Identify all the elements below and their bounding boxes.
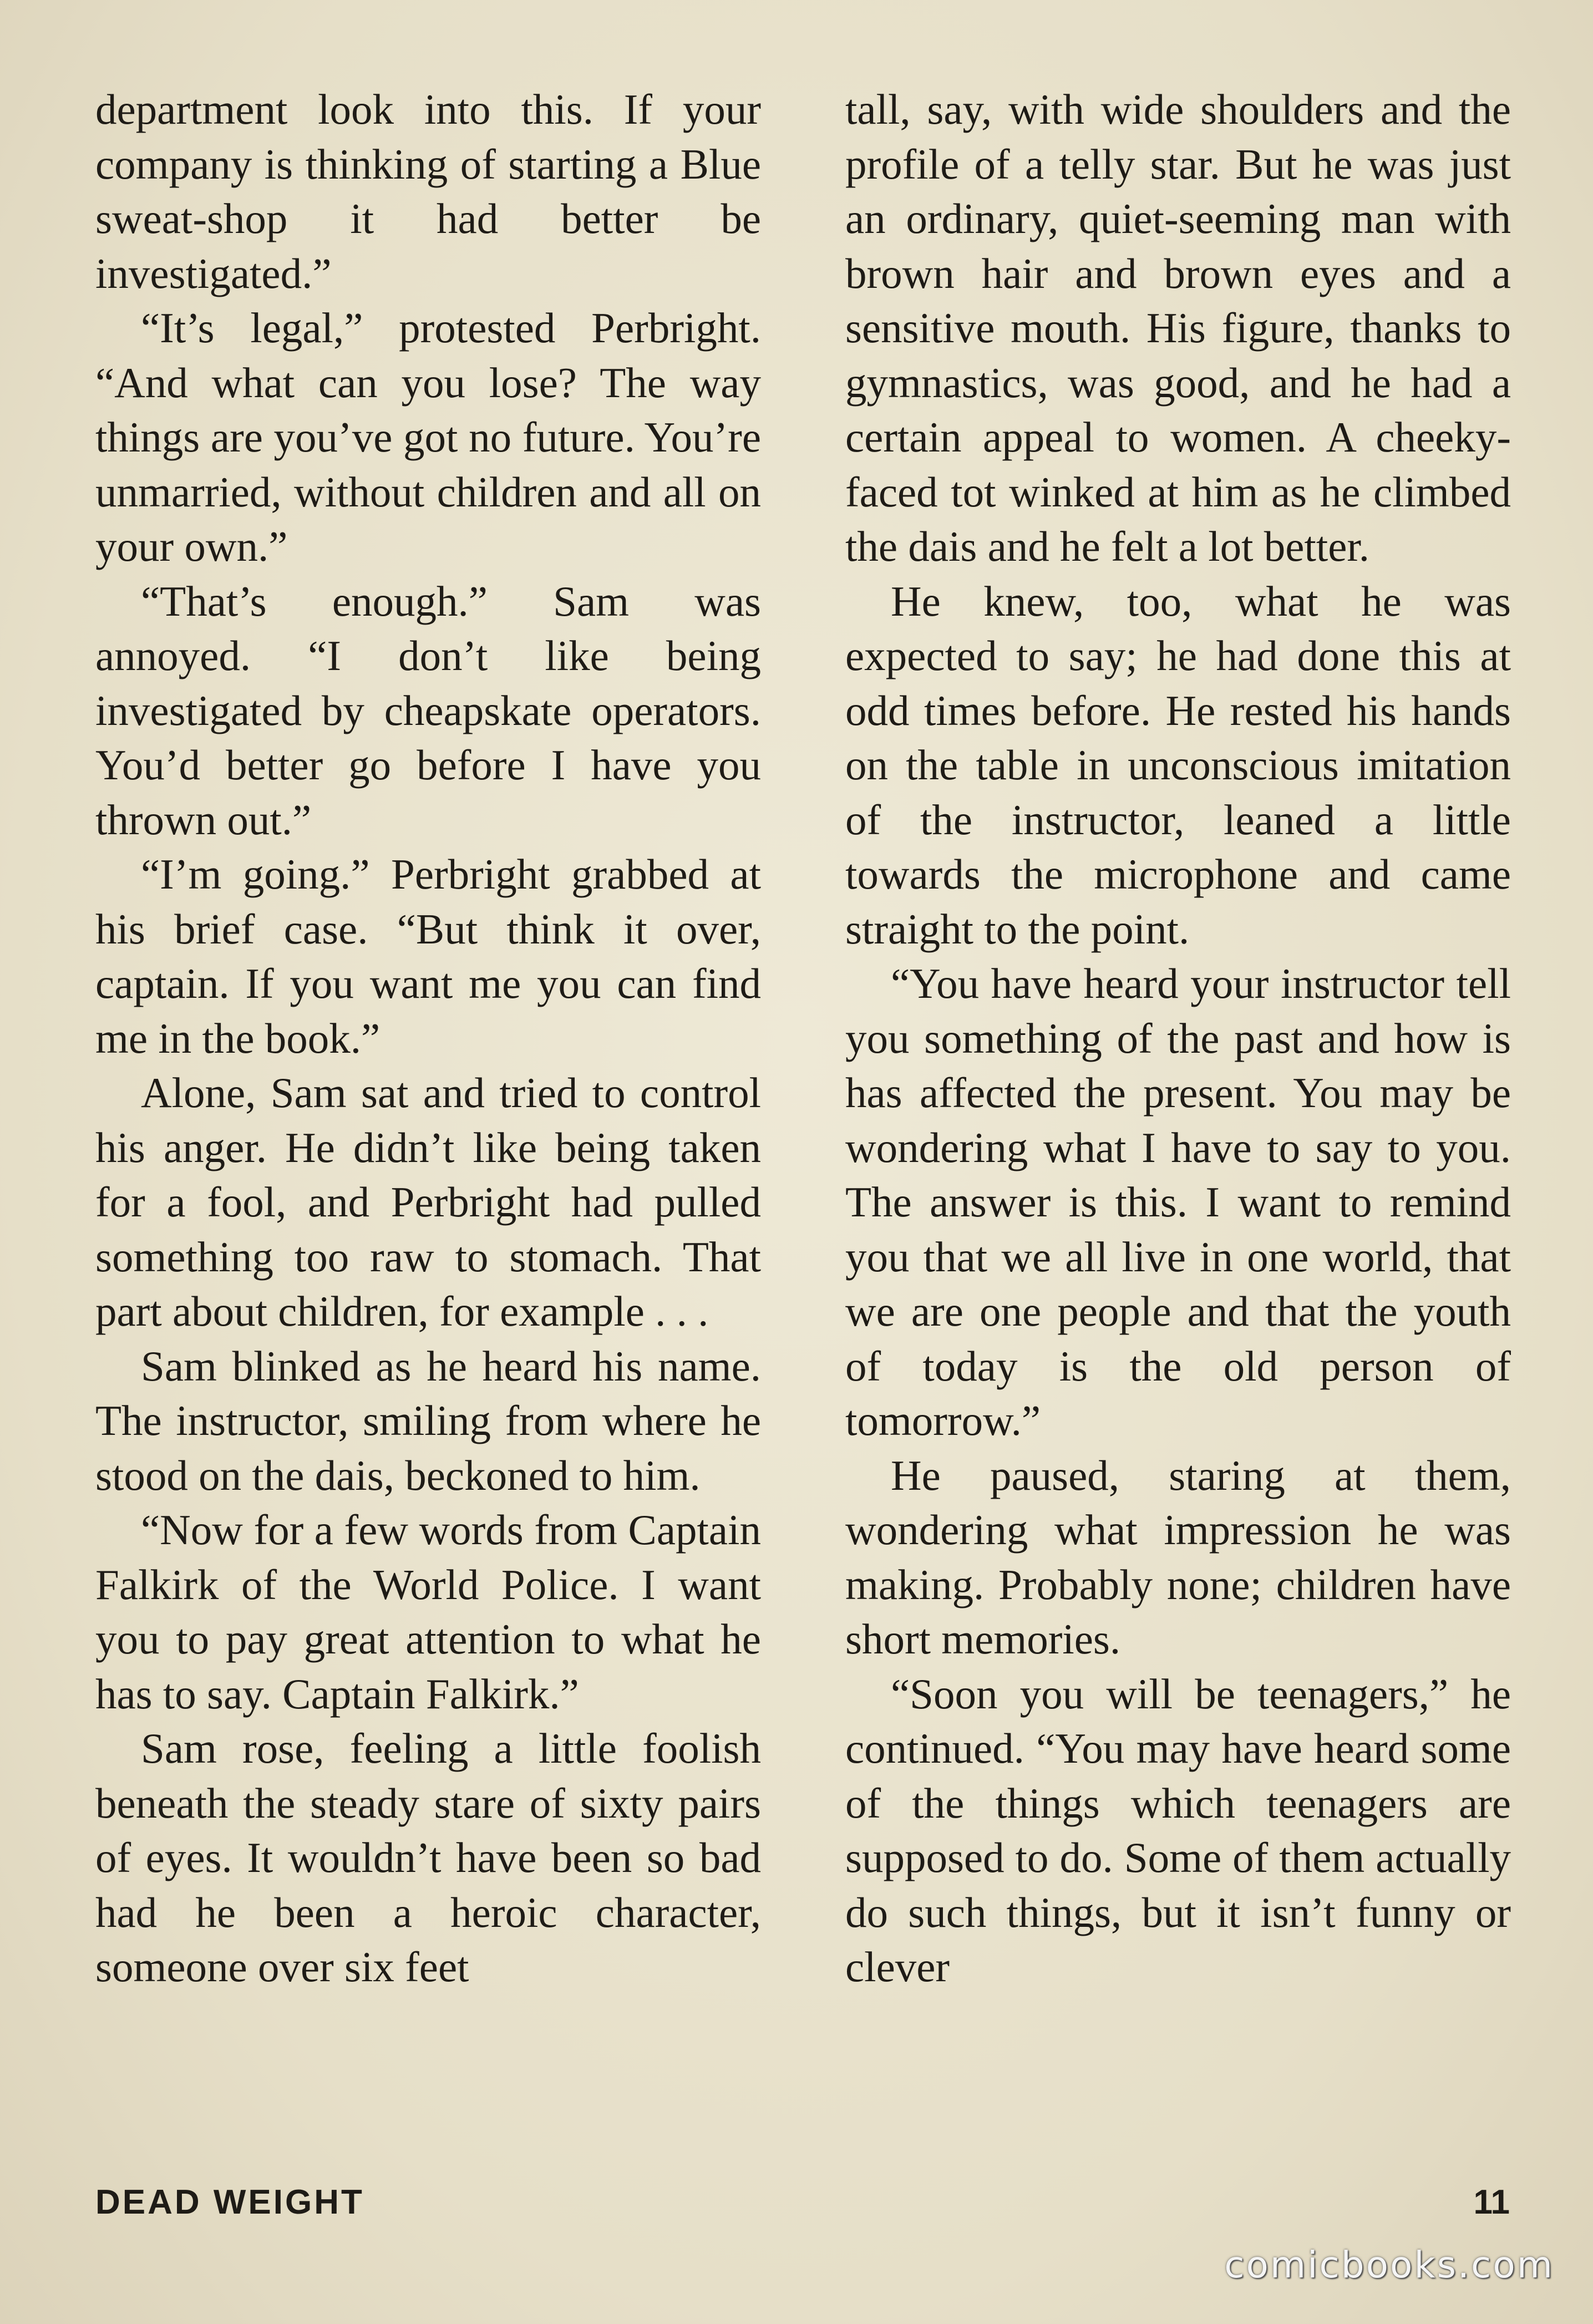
- paragraph: department look into this. If your company is thinking of starting a Blue sweat-shop it had better be investigated.”: [95, 85, 761, 297]
- paragraph: “That’s enough.” Sam was annoyed. “I don’t like being investigated by cheapskate operators. You’d better go before I have you thrown out.”: [95, 577, 761, 844]
- paragraph: “I’m going.” Perbright grabbed at his brief case. “But think it over, captain. If you want me you can find me in the book.”: [95, 850, 761, 1062]
- right-text-column: [845, 82, 1511, 2156]
- paragraph: He paused, staring at them, wondering what impression he was making. Probably none; children have short memories.: [845, 1451, 1511, 1663]
- paragraph: “You have heard your instructor tell you something of the past and how is has affected the present. You may be wondering what I have to say to you. The answer is this. I want to remind you that we all live in one world, that we are one people and that the youth of today is the old person of tomorrow.”: [845, 960, 1511, 1444]
- running-title: DEAD WEIGHT: [95, 2183, 364, 2221]
- paragraph: Sam blinked as he heard his name. The instructor, smiling from where he stood on the dais, beckoned to him.: [95, 1342, 761, 1499]
- page-number: 11: [1473, 2183, 1510, 2221]
- page-footer: [95, 2183, 1510, 2232]
- paragraph: Alone, Sam sat and tried to control his anger. He didn’t like being taken for a fool, and Perbright had pulled something too raw to stomach. That part about children, for example . . .: [95, 1069, 761, 1335]
- watermark: comicbooks.com: [1224, 2244, 1554, 2286]
- paragraph: “It’s legal,” protested Perbright. “And what can you lose? The way things are you’ve got no future. You’re unmarried, without children and all on your own.”: [95, 304, 761, 570]
- paragraph: He knew, too, what he was expected to say; he had done this at odd times before. He rested his hands on the table in unconscious imitation of the instructor, leaned a little towards the microphone and came straight to the point.: [845, 577, 1511, 953]
- paragraph: “Now for a few words from Captain Falkirk of the World Police. I want you to pay great attention to what he has to say. Captain Falkirk.”: [95, 1506, 761, 1718]
- paragraph: Sam rose, feeling a little foolish beneath the steady stare of sixty pairs of eyes. It wouldn’t have been so bad had he been a heroic character, someone over six feet: [95, 1724, 761, 1991]
- paragraph: tall, say, with wide shoulders and the profile of a telly star. But he was just an ordinary, quiet-seeming man with brown hair and brown eyes and a sensitive mouth. His figure, thanks to gymnastics, was good, and he had a certain appeal to women. A cheeky-faced tot winked at him as he climbed the dais and he felt a lot better.: [845, 85, 1511, 570]
- left-text-column: [95, 82, 761, 2156]
- paragraph: “Soon you will be teenagers,” he continued. “You may have heard some of the things which teenagers are supposed to do. Some of them actually do such things, but it isn’t funny or clever: [845, 1670, 1511, 1991]
